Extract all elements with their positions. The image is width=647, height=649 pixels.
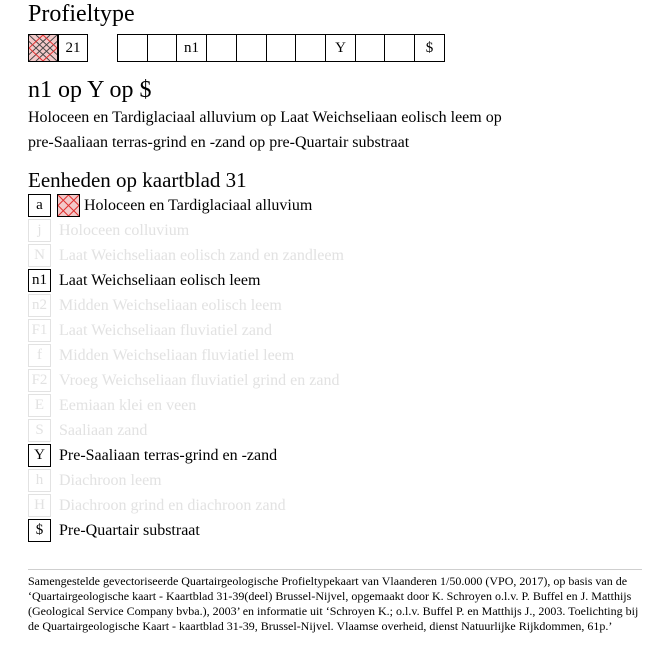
legend-item-F2 [28, 369, 339, 392]
legend-item-n2 [28, 294, 282, 317]
crosshatch-swatch-icon [57, 194, 80, 217]
profile-cell: Y [325, 34, 356, 62]
legend-code-box: H [28, 494, 51, 517]
legend-item-F1 [28, 319, 272, 342]
units-section-title: Eenheden op kaartblad 31 [28, 168, 247, 192]
profile-cell: n1 [176, 34, 207, 62]
legend-label: Midden Weichseliaan fluviatiel leem [59, 346, 295, 364]
legend-code-box: f [28, 344, 51, 367]
legend-item-H [28, 494, 286, 517]
profile-cell [147, 34, 178, 62]
sheet-number-cell: 21 [58, 34, 88, 62]
profile-description-line-2: pre-Saaliaan terras-grind en -zand op pre-Quartair substraat [28, 134, 410, 151]
legend-code-box: $ [28, 519, 51, 542]
page-title: Profieltype [28, 1, 135, 27]
profile-description-line-1: Holoceen en Tardiglaciaal alluvium op Laat Weichseliaan eolisch leem op [28, 109, 502, 126]
legend-label: Diachroon grind en diachroon zand [59, 496, 286, 514]
legend-label: Laat Weichseliaan eolisch zand en zandleem [59, 246, 344, 264]
profile-formula: n1 op Y op $ [28, 77, 152, 103]
legend-label: Pre-Quartair substraat [59, 521, 200, 539]
legend-item-f [28, 344, 294, 367]
footer-divider [28, 569, 642, 570]
legend-label: Saaliaan zand [59, 421, 148, 439]
legend-code-box: j [28, 219, 51, 242]
legend-label: Laat Weichseliaan eolisch leem [59, 271, 261, 289]
legend-label: Pre-Saaliaan terras-grind en -zand [59, 446, 278, 464]
legend-item-j [28, 219, 189, 242]
legend-label: Laat Weichseliaan fluviatiel zand [59, 321, 272, 339]
profile-cell [117, 34, 148, 62]
legend-item-E [28, 394, 196, 417]
crosshatch-pattern [29, 35, 57, 61]
crosshatch-swatch-icon [28, 34, 58, 62]
legend-code-box: F2 [28, 369, 51, 392]
legend-item-N [28, 244, 344, 267]
legend-item-a [28, 194, 312, 217]
legend-label: Holoceen en Tardiglaciaal alluvium [84, 196, 313, 214]
legend-code-box: h [28, 469, 51, 492]
profile-cell [206, 34, 237, 62]
footer-source-note: Samengestelde gevectoriseerde Quartairgeologische Profieltypekaart van Vlaanderen 1/50.000 (VPO, 2017), op basis van de ‘Quartairgeologische kaart - Kaartblad 31-39(deel) Brussel-Nijvel, opgemaakt door K. Schroyen o.l.v. P. Buffel en J. Matthijs (Geological Service Company bvba.), 2003’ en informatie uit ‘Schroyen K.; o.l.v. Buffel P. en Matthijs J., 2003. Toelichting bij de Quartairgeologische Kaart - kaartblad 31-39, Brussel-Nijvel. Vlaamse overheid, dienst Natuurlijke Rijkdommen, 61p.’ [28, 574, 639, 633]
legend-label: Eemiaan klei en veen [59, 396, 197, 414]
profile-cell [384, 34, 415, 62]
profile-cell [266, 34, 297, 62]
legend-label: Holoceen colluvium [59, 221, 190, 239]
legend-item-Y [28, 444, 277, 467]
legend-code-box: n1 [28, 269, 51, 292]
legend-code-box: n2 [28, 294, 51, 317]
profile-cell [355, 34, 386, 62]
legend-code-box: E [28, 394, 51, 417]
legend-code-box: N [28, 244, 51, 267]
legend-code-box: S [28, 419, 51, 442]
legend-label: Vroeg Weichseliaan fluviatiel grind en zand [59, 371, 340, 389]
legend-item-n1 [28, 269, 260, 292]
legend-code-box: F1 [28, 319, 51, 342]
legend-label: Diachroon leem [59, 471, 162, 489]
profile-cell [295, 34, 326, 62]
legend-label: Midden Weichseliaan eolisch leem [59, 296, 282, 314]
profile-cell: $ [414, 34, 445, 62]
legend-item-dollar [28, 519, 200, 542]
legend-item-S [28, 419, 147, 442]
legend-code-box: a [28, 194, 51, 217]
profile-cell [236, 34, 267, 62]
legend-code-box: Y [28, 444, 51, 467]
legend-item-h [28, 469, 162, 492]
